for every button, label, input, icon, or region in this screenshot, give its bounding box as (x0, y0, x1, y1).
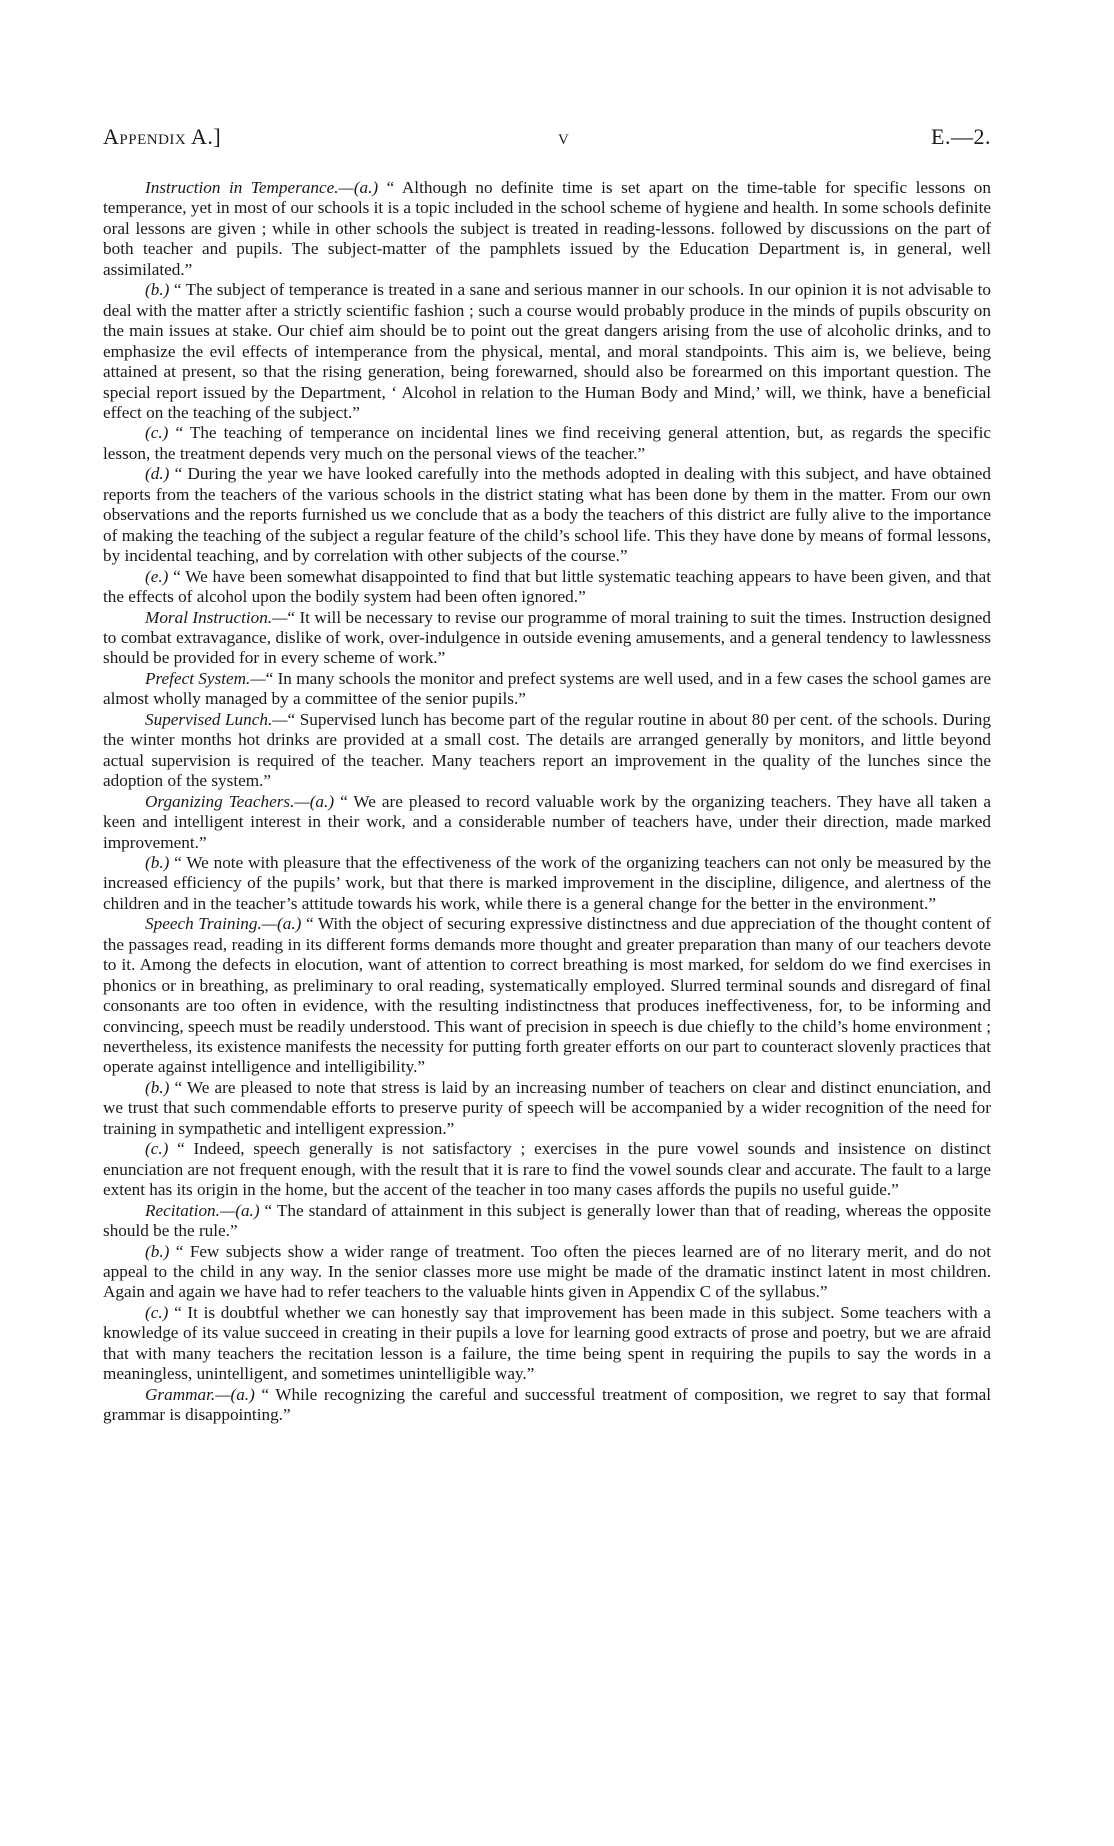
paragraph-text: “ We are pleased to record valuable work by the organizing teachers. They have all taken a keen and intelligent interest in their work, and a considerable number of teachers have, under their direction, made marked improvement.” (103, 791, 991, 852)
paragraph-label: —(a.) (261, 914, 302, 934)
paragraph-label: — (272, 709, 288, 729)
paragraph-label: (b.) (145, 280, 170, 300)
paragraph-text: “ We are pleased to note that stress is laid by an increasing number of teachers on clear and distinct enunciation, and we trust that such commendable efforts to preserve purity of speech will be accompanied by a wider recognition of the need for training in sympathetic and intelligent expression.” (103, 1077, 991, 1138)
paragraph-label: (b.) (145, 1241, 170, 1261)
header-appendix: Appendix A.] (103, 124, 222, 149)
paragraph-text: “ In many schools the monitor and prefect systems are well used, and in a few cases the school games are almost wholly managed by a committee of the senior pupils.” (103, 668, 991, 709)
paragraph (103, 1139, 991, 1200)
paragraph-text: “ We note with pleasure that the effectiveness of the work of the organizing teachers can not only be measured by the increased efficiency of the pupils’ work, but that there is marked improvement in the discipline, diligence, and alertness of the children and in the teacher’s attitude towards his work, while there is a general change for the better in the environment.” (103, 852, 991, 913)
paragraph-label: — (272, 607, 288, 627)
paragraph-text: “ The teaching of temperance on incidental lines we find receiving general attention, but, as regards the specific lesson, the treatment depends very much on the personal views of the teacher.” (103, 423, 991, 463)
paragraph-label: (b.) (145, 1077, 170, 1097)
paragraph-label: (e.) (145, 566, 169, 586)
paragraph-text: “ It will be necessary to revise our programme of moral training to suit the times. Instruction designed to combat extravagance, dislike of work, over-indulgence in outside evening amusements, and a general tendency to lawlessness should be provided for in every scheme of work.” (103, 607, 991, 668)
paragraph-text: “ It is doubtful whether we can honestly say that improvement has been made in this subject. Some teachers with a knowledge of its value succeed in creating in their pupils a love for learning good extracts of prose and poetry, but we are afraid that with many teachers the recitation lesson is a failure, the time being spent in requiring the pupils to say the words in a meaningless, unintelligent, and sometimes unintelligible way.” (103, 1302, 991, 1384)
paragraph-heading: Organizing Teachers. (145, 791, 295, 811)
paragraph (103, 608, 991, 669)
paragraph-text: “ With the object of securing expressive distinctness and due appreciation of the thought content of the passages read, reading in its different forms demands more thought and greater preparation than many of our teachers devote to it. Among the defects in elocution, want of attention to correct breathing is most marked, for seldom do we find exercises in phonics or in breathing, as preliminary to oral reading, systematically employed. Slurred terminal sounds and disregard of final consonants are too often in evidence, with the resulting indistinctness that produces ineffectiveness, for, to be informing and convincing, speech must be readily understood. This want of precision in speech is due chiefly to the child’s home environment ; nevertheless, its existence manifests the necessity for putting forth greater efforts on our part to counteract slovenly practices that operate against intelligence and intelligibility.” (103, 914, 991, 1077)
paragraph-label: (b.) (145, 852, 170, 872)
paragraph (103, 1385, 991, 1426)
paragraph (103, 1201, 991, 1242)
paragraph-text: “ Few subjects show a wider range of treatment. Too often the pieces learned are of no literary merit, and do not appeal to the child in any way. In the senior classes more use might be made of the dramatic instinct latent in most children. Again and again we have had to refer teachers to the valuable hints given in Appendix C of the syllabus.” (103, 1241, 991, 1302)
paragraph (103, 1078, 991, 1139)
paragraph-label: —(a.) (219, 1200, 260, 1220)
paragraph-text: “ The standard of attainment in this subject is generally lower than that of reading, whereas the opposite should be the rule.” (103, 1200, 991, 1241)
header-page-number: v (558, 124, 570, 149)
paragraph-text: “ The subject of temperance is treated in a sane and serious manner in our schools. In our opinion it is not advisable to deal with the matter after a strictly scientific fashion ; such a course would probably produce in the minds of pupils obscurity on the main issues at stake. Our chief aim should be to point out the great dangers arising from the use of alcoholic drinks, and to emphasize the evil effects of intemperance from the physical, mental, and moral standpoints. This aim is, we believe, being attained at present, so that the rising generation, being forewarned, should also be forearmed on this important question. The special report issued by the Department, ‘ Alcohol in relation to the Human Body and Mind,’ will, we think, have a beneficial effect on the teaching of the subject.” (103, 280, 991, 422)
paragraph (103, 280, 991, 423)
paragraph (103, 1242, 991, 1303)
paragraph (103, 853, 991, 914)
paragraph-label: —(a.) (294, 791, 335, 811)
paragraph-text: “ While recognizing the careful and successful treatment of composition, we regret to say that formal grammar is disappointing.” (103, 1384, 991, 1425)
paragraph-label: (c.) (145, 1302, 169, 1322)
paragraph (103, 464, 991, 566)
paragraph (103, 423, 991, 464)
paragraph (103, 914, 991, 1078)
paragraph-label: (d.) (145, 464, 170, 484)
paragraph (103, 710, 991, 792)
report-body (103, 178, 991, 1426)
paragraph (103, 178, 991, 280)
header-series: E.—2. (931, 124, 991, 149)
paragraph-heading: Grammar. (145, 1384, 216, 1404)
paragraph-label: —(a.) (215, 1384, 255, 1404)
paragraph-heading: Moral Instruction. (145, 607, 273, 627)
paragraph-text: “ During the year we have looked carefully into the methods adopted in dealing with this subject, and have obtained reports from the teachers of the various schools in the district stating what has been done by them in the matter. From our own observations and the reports furnished us we conclude that as a body the teachers of this district are fully alive to the importance of making the teaching of the subject a regular feature of the child’s school life. This they have done by means of formal lessons, by incidental teaching, and by correlation with other subjects of the course.” (103, 464, 991, 566)
paragraph-heading: Instruction in Temperance. (145, 178, 339, 197)
paragraph-text: “ Indeed, speech generally is not satisfactory ; exercises in the pure vowel sounds and insistence on distinct enunciation are not frequent enough, with the result that it is rare to find the vowel sounds clear and accurate. The fault to a large extent has its origin in the home, but the accent of the teacher in too many cases affords the pupils no useful guide.” (103, 1139, 991, 1200)
paragraph-heading: Recitation. (145, 1200, 220, 1220)
paragraph-heading: Speech Training. (145, 914, 262, 934)
paragraph-heading: Prefect System. (145, 668, 251, 688)
paragraph-text: “ Although no definite time is set apart on the time-table for specific lessons on temperance, yet in most of our schools it is a topic included in the school scheme of hygiene and health. In some schools definite oral lessons are given ; while in other schools the subject is treated in reading-lessons. followed by discussions on the part of both teacher and pupils. The subject-matter of the pamphlets issued by the Education Department is, in general, well assimilated.” (103, 178, 991, 279)
paragraph-label: — (250, 668, 266, 688)
paragraph (103, 1303, 991, 1385)
paragraph-heading: Supervised Lunch. (145, 709, 273, 729)
paragraph (103, 792, 991, 853)
paragraph-text: “ Supervised lunch has become part of the regular routine in about 80 per cent. of the schools. During the winter months hot drinks are provided at a small cost. The details are arranged generally by monitors, and little beyond actual supervision is required of the teacher. Many teachers report an improvement in the quality of the lunches since the adoption of the system.” (103, 709, 991, 791)
paragraph (103, 567, 991, 608)
paragraph-label: —(a.) (338, 178, 379, 197)
paragraph-label: (c.) (145, 423, 169, 443)
page-header (103, 124, 991, 156)
paragraph-label: (c.) (145, 1139, 169, 1159)
paragraph (103, 669, 991, 710)
paragraph-text: “ We have been somewhat disappointed to find that but little systematic teaching appears to have been given, and that the effects of alcohol upon the bodily system had been often ignored.” (103, 566, 991, 607)
